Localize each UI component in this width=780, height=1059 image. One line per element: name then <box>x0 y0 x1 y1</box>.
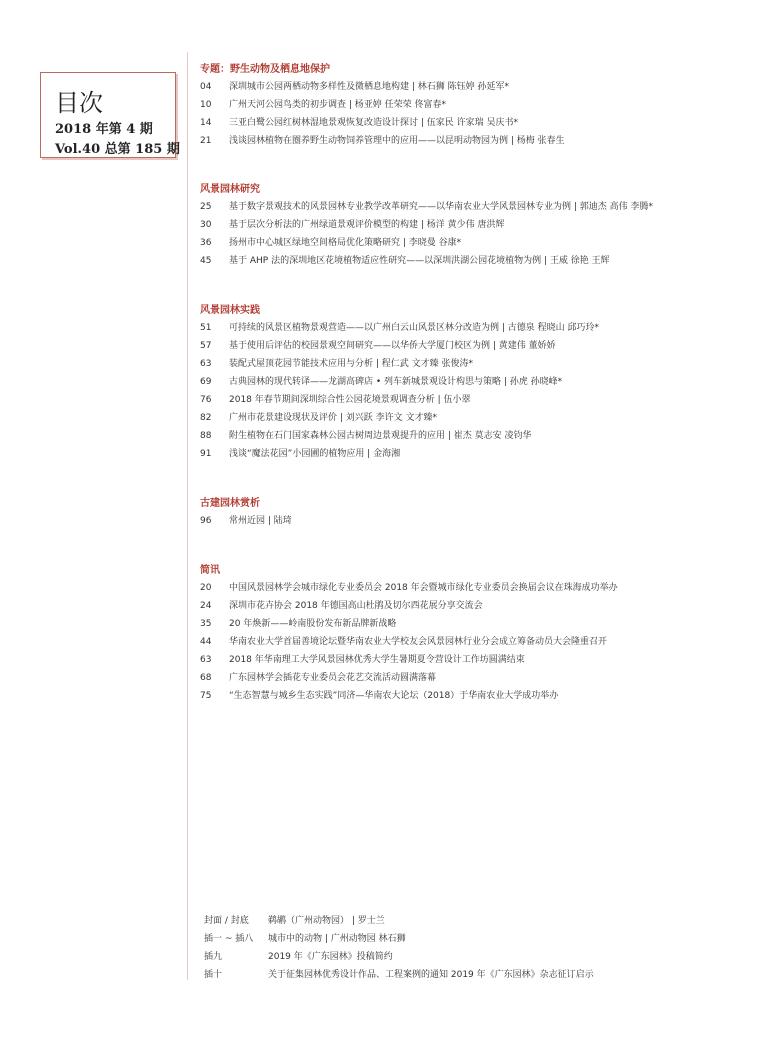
divider-line <box>187 52 188 980</box>
toc-section <box>200 563 770 705</box>
toc-section <box>200 496 770 530</box>
toc-entry[interactable] <box>200 355 770 373</box>
toc-section <box>200 62 770 150</box>
page-number: 44 <box>200 637 212 647</box>
plate-label: 插十 <box>204 970 223 980</box>
page-number: 14 <box>200 118 212 128</box>
toc-entry[interactable] <box>200 687 770 705</box>
entry-text: 浅谈园林植物在圈养野生动物饲养管理中的应用——以昆明动物园为例 | 杨梅 张春生 <box>229 136 565 146</box>
page-number: 82 <box>200 413 212 423</box>
entry-text: 古典园林的现代转译——龙湖高碑店 • 列车新城景观设计构思与策略 | 孙虎 孙晓峰* <box>229 377 563 387</box>
section-title: 简讯 <box>200 565 220 576</box>
plate-text: 鹈鹕（广州动物园） | 罗士兰 <box>268 916 385 926</box>
page-number: 35 <box>200 619 212 629</box>
entry-text: 基于层次分析法的广州绿道景观评价模型的构建 | 杨洋 黄少伟 唐洪辉 <box>229 220 505 230</box>
toc-entry[interactable] <box>200 96 770 114</box>
section-title: 专题：野生动物及栖息地保护 <box>200 64 330 75</box>
entry-text: 广东园林学会插花专业委员会花艺交流活动圆满落幕 <box>229 673 437 683</box>
page-number: 76 <box>200 395 212 405</box>
toc-entry[interactable] <box>200 391 770 409</box>
plate-entry[interactable] <box>204 966 764 984</box>
page-title: 目次 <box>55 89 103 117</box>
page-number: 24 <box>200 601 212 611</box>
entry-text: 扬州市中心城区绿地空间格局优化策略研究 | 李晓曼 谷康* <box>229 238 462 248</box>
toc-entry[interactable] <box>200 252 770 270</box>
entry-text: 20 年焕新——岭南股份发布新品牌新战略 <box>229 619 397 629</box>
plate-label: 插九 <box>204 952 223 962</box>
entry-text: 中国风景园林学会城市绿化专业委员会 2018 年会暨城市绿化专业委员会换届会议在珠海成功举办 <box>229 583 618 593</box>
entry-text: 附生植物在石门国家森林公园古树周边景观提升的应用 | 崔杰 莫志安 凌钧华 <box>229 431 532 441</box>
plate-label: 封面 / 封底 <box>204 916 249 926</box>
entry-text: 基于 AHP 法的深圳地区花境植物适应性研究——以深圳洪湖公园花境植物为例 | 王威 徐艳 王辉 <box>229 256 610 266</box>
section-title: 风景园林研究 <box>200 184 260 195</box>
toc-entry[interactable] <box>200 373 770 391</box>
entry-text: “生态智慧与城乡生态实践”同济—华南农大论坛（2018）于华南农业大学成功举办 <box>229 691 559 701</box>
page-number: 75 <box>200 691 212 701</box>
page-number: 25 <box>200 202 212 212</box>
page-number: 96 <box>200 516 212 526</box>
toc-entry[interactable] <box>200 615 770 633</box>
plates-list <box>204 912 764 984</box>
plate-text: 城市中的动物 | 广州动物园 林石狮 <box>268 934 406 944</box>
entry-text: 三亚白鹭公园红树林湿地景观恢复改造设计探讨 | 伍家民 许家瑞 吴庆书* <box>229 118 518 128</box>
page-number: 63 <box>200 655 212 665</box>
toc-entry[interactable] <box>200 198 770 216</box>
table-of-contents <box>200 62 770 705</box>
page-number: 88 <box>200 431 212 441</box>
toc-entry[interactable] <box>200 651 770 669</box>
page-number: 57 <box>200 341 212 351</box>
entry-text: 广州市花景建设现状及评价 | 刘兴跃 李许文 文才臻* <box>229 413 437 423</box>
toc-entry[interactable] <box>200 669 770 687</box>
toc-entry[interactable] <box>200 78 770 96</box>
toc-section <box>200 182 770 270</box>
toc-entry[interactable] <box>200 512 770 530</box>
toc-entry[interactable] <box>200 445 770 463</box>
entry-text: 基于数字景观技术的风景园林专业教学改革研究——以华南农业大学风景园林专业为例 | 郭迪杰 高伟 李腾* <box>229 202 653 212</box>
toc-entry[interactable] <box>200 234 770 252</box>
entry-text: 浅谈“魔法花园”小园圃的植物应用 | 金海湘 <box>229 449 401 459</box>
page-number: 68 <box>200 673 212 683</box>
entry-text: 基于使用后评估的校园景观空间研究——以华侨大学厦门校区为例 | 黄建伟 董娇娇 <box>229 341 556 351</box>
entry-text: 深圳城市公园两栖动物多样性及微栖息地构建 | 林石狮 陈钰婷 孙延军* <box>229 82 509 92</box>
toc-entry[interactable] <box>200 337 770 355</box>
entry-text: 深圳市花卉协会 2018 年德国高山杜鹃及切尔西花展分享交流会 <box>229 601 483 611</box>
entry-text: 2018 年春节期间深圳综合性公园花境景观调查分析 | 伍小翠 <box>229 395 471 405</box>
plate-entry[interactable] <box>204 930 764 948</box>
volume-number: Vol.40 总第 185 期 <box>55 142 180 157</box>
entry-text: 装配式屋顶花园节能技术应用与分析 | 程仁武 文才臻 张俊涛* <box>229 359 473 369</box>
page-number: 36 <box>200 238 212 248</box>
toc-entry[interactable] <box>200 427 770 445</box>
entry-text: 可持续的风景区植物景观营造——以广州白云山风景区林分改造为例 | 古德泉 程晓山 邱巧玲* <box>229 323 599 333</box>
entry-text: 华南农业大学首届善境论坛暨华南农业大学校友会风景园林行业分会成立筹备动员大会隆重召开 <box>229 637 608 647</box>
toc-entry[interactable] <box>200 114 770 132</box>
page-number: 04 <box>200 82 212 92</box>
toc-entry[interactable] <box>200 597 770 615</box>
toc-entry[interactable] <box>200 216 770 234</box>
entry-text: 2018 年华南理工大学风景园林优秀大学生暑期夏令营设计工作坊圆满结束 <box>229 655 525 665</box>
toc-section <box>200 303 770 463</box>
plate-entry[interactable] <box>204 948 764 966</box>
issue-title-box <box>40 72 180 158</box>
page-number: 21 <box>200 136 212 146</box>
plate-text: 2019 年《广东园林》投稿简约 <box>268 952 393 962</box>
page-number: 91 <box>200 449 212 459</box>
page-number: 51 <box>200 323 212 333</box>
toc-entry[interactable] <box>200 633 770 651</box>
toc-entry[interactable] <box>200 409 770 427</box>
page-number: 63 <box>200 359 212 369</box>
page-number: 20 <box>200 583 212 593</box>
plate-text: 关于征集园林优秀设计作品、工程案例的通知 2019 年《广东园林》杂志征订启示 <box>268 970 594 980</box>
entry-text: 常州近园 | 陆琦 <box>229 516 292 526</box>
toc-entry[interactable] <box>200 579 770 597</box>
section-title: 古建园林赏析 <box>200 498 260 509</box>
plate-entry[interactable] <box>204 912 764 930</box>
entry-text: 广州天河公园鸟类的初步调查 | 杨亚婷 任荣荣 佟富春* <box>229 100 446 110</box>
page-number: 69 <box>200 377 212 387</box>
toc-entry[interactable] <box>200 132 770 150</box>
plate-label: 插一 ~ 插八 <box>204 934 254 944</box>
page-number: 45 <box>200 256 212 266</box>
section-title: 风景园林实践 <box>200 305 260 316</box>
page-number: 10 <box>200 100 212 110</box>
issue-number: 2018 年第 4 期 <box>55 122 153 137</box>
toc-entry[interactable] <box>200 319 770 337</box>
page-number: 30 <box>200 220 212 230</box>
